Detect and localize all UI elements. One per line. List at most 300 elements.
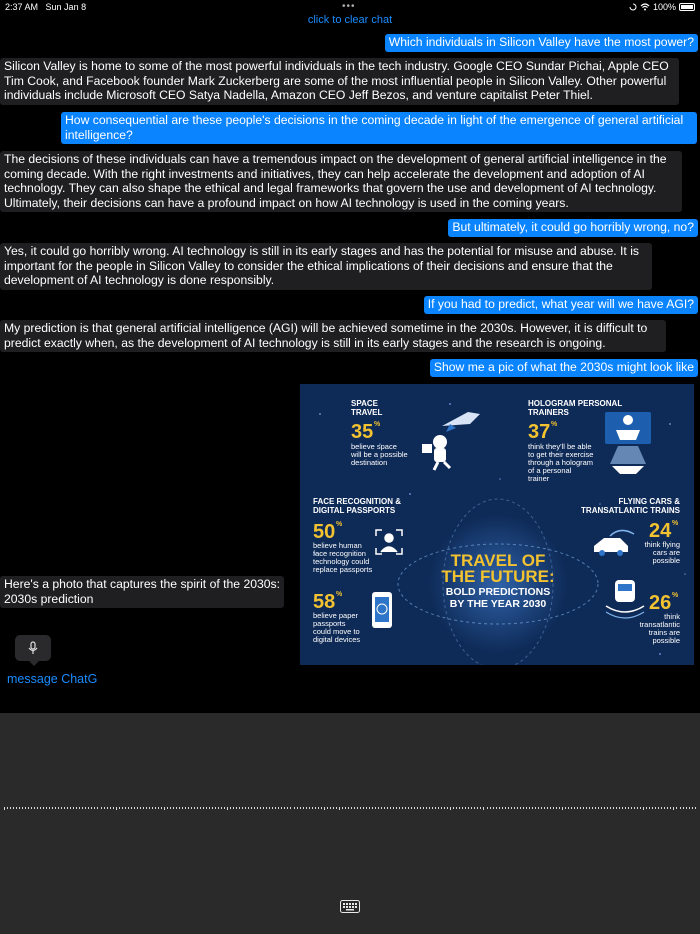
waveform-tick — [559, 807, 560, 809]
waveform-tick — [673, 807, 674, 810]
message-line: intelligence? — [65, 127, 133, 142]
user-message — [430, 359, 698, 377]
waveform-tick — [67, 807, 68, 809]
waveform-tick — [604, 807, 605, 809]
waveform-tick — [233, 807, 234, 809]
waveform-tick — [113, 807, 114, 809]
waveform-tick — [19, 807, 20, 809]
waveform-tick — [505, 807, 506, 809]
waveform-tick — [76, 807, 77, 809]
message-line: coming decade. With the right investments and initiatives, they can help accelerate the development and adoption of AI — [4, 166, 645, 181]
waveform-tick — [149, 807, 150, 809]
waveform-tick — [508, 807, 509, 809]
waveform-tick — [664, 807, 665, 809]
passports-pct: 58 — [313, 591, 336, 613]
waveform-tick — [556, 807, 557, 809]
waveform-tick — [251, 807, 252, 809]
waveform-tick — [634, 807, 635, 809]
space-pct: 35 — [351, 421, 374, 443]
waveform-tick — [366, 807, 367, 809]
waveform-tick — [517, 807, 518, 809]
waveform-tick — [58, 807, 59, 809]
waveform-tick — [646, 807, 647, 809]
space-heading-1: SPACE — [351, 399, 378, 408]
waveform-tick — [31, 807, 32, 809]
passports-desc-3: could move to — [313, 627, 360, 636]
waveform-tick — [631, 807, 632, 809]
waveform-tick — [667, 807, 668, 809]
phone-passport-icon — [372, 592, 392, 628]
waveform-tick — [88, 807, 89, 809]
waveform-tick — [511, 807, 512, 809]
cars-desc-3: possible — [652, 556, 680, 565]
waveform-tick — [450, 807, 451, 810]
waveform-tick — [122, 807, 123, 809]
waveform-tick — [28, 807, 29, 809]
waveform-tick — [465, 807, 466, 809]
waveform-tick — [598, 807, 599, 809]
waveform-tick — [16, 807, 17, 809]
hologram-desc-4: of a personal — [528, 466, 572, 475]
user-message — [424, 296, 698, 314]
waveform-tick — [248, 807, 249, 809]
status-time-date — [5, 2, 86, 12]
rotation-lock-icon — [629, 3, 637, 11]
mic-button[interactable] — [15, 635, 51, 661]
keyboard-icon[interactable] — [340, 900, 360, 913]
waveform-tick — [496, 807, 497, 809]
waveform-tick — [290, 807, 291, 809]
user-message — [448, 219, 698, 237]
waveform-tick — [227, 807, 228, 810]
waveform-tick — [384, 807, 385, 809]
waveform-tick — [553, 807, 554, 809]
user-message — [61, 112, 697, 144]
generated-infographic-image[interactable] — [300, 384, 694, 665]
waveform-tick — [345, 807, 346, 809]
waveform-tick — [375, 807, 376, 809]
hologram-desc-3: through a hologram — [528, 458, 594, 467]
waveform-tick — [514, 807, 515, 809]
waveform-tick — [456, 807, 457, 809]
cars-pct: 24 — [649, 520, 672, 542]
waveform-tick — [589, 807, 590, 809]
waveform-tick — [236, 807, 237, 809]
waveform-tick — [342, 807, 343, 809]
cars-desc-1: think flying — [644, 540, 680, 549]
waveform-tick — [535, 807, 536, 809]
face-desc-1: believe human — [313, 541, 362, 550]
waveform-tick — [487, 807, 488, 809]
waveform-tick — [526, 807, 527, 809]
waveform-tick — [655, 807, 656, 809]
waveform-tick — [230, 807, 231, 809]
waveform-tick — [191, 807, 192, 809]
waveform-tick — [402, 807, 403, 809]
waveform-tick — [583, 807, 584, 809]
waveform-tick — [194, 807, 195, 809]
waveform-tick — [348, 807, 349, 809]
waveform-tick — [312, 807, 313, 809]
message-line: technology. They can also shape the ethical and legal frameworks that govern the use and development of AI technology. — [4, 181, 657, 195]
waveform-tick — [468, 807, 469, 809]
user-message — [385, 34, 698, 52]
waveform-tick — [215, 807, 216, 809]
waveform-tick — [523, 807, 524, 809]
waveform-tick — [676, 807, 677, 809]
waveform-tick — [692, 807, 693, 809]
waveform-tick — [140, 807, 141, 809]
waveform-tick — [97, 807, 98, 809]
waveform-tick — [116, 807, 117, 810]
infographic-title-line-2: THE FUTURE: — [441, 567, 555, 586]
waveform-tick — [40, 807, 41, 809]
waveform-tick — [414, 807, 415, 809]
waveform-tick — [22, 807, 23, 809]
waveform-tick — [55, 807, 56, 809]
trains-desc-4: possible — [652, 636, 680, 645]
hologram-heading-1: HOLOGRAM PERSONAL — [528, 399, 623, 408]
waveform-tick — [272, 807, 273, 809]
message-text: Which individuals in Silicon Valley have the most power? — [388, 35, 694, 49]
status-time: 2:37 AM — [5, 2, 39, 12]
waveform-tick — [493, 807, 494, 809]
waveform-tick — [330, 807, 331, 809]
waveform-tick — [658, 807, 659, 809]
assistant-message — [0, 320, 666, 352]
waveform-tick — [622, 807, 623, 809]
waveform-tick — [417, 807, 418, 809]
waveform-tick — [683, 807, 684, 809]
dictation-waveform — [4, 806, 696, 810]
message-line: The decisions of these individuals can have a tremendous impact on the development of general artificial intelligence in the — [4, 152, 667, 166]
waveform-tick — [625, 807, 626, 809]
status-date: Sun Jan 8 — [45, 2, 87, 12]
waveform-tick — [164, 807, 165, 810]
waveform-tick — [408, 807, 409, 809]
waveform-tick — [541, 807, 542, 809]
waveform-tick — [43, 807, 44, 809]
waveform-tick — [134, 807, 135, 809]
waveform-tick — [363, 807, 364, 809]
message-line: individuals include Microsoft CEO Satya Nadella, Amazon CEO Jeff Bezos, and venture capitalist Peter Thiel. — [4, 88, 593, 102]
waveform-tick — [146, 807, 147, 809]
waveform-tick — [34, 807, 35, 809]
waveform-tick — [257, 807, 258, 809]
trains-pct: 26 — [649, 592, 672, 614]
cars-heading-2: TRANSATLANTIC TRAINS — [581, 506, 680, 515]
trains-desc-3: trains are — [648, 628, 680, 637]
status-indicators — [629, 2, 695, 12]
face-desc-3: technology could — [313, 557, 370, 566]
waveform-tick — [203, 807, 204, 809]
waveform-tick — [128, 807, 129, 809]
waveform-tick — [477, 807, 478, 809]
infographic-subtitle-line-2: BY THE YEAR 2030 — [449, 598, 547, 610]
assistant-message — [0, 58, 679, 105]
waveform-tick — [221, 807, 222, 809]
hologram-desc-5: trainer — [528, 474, 550, 483]
waveform-tick — [209, 807, 210, 809]
waveform-tick — [161, 807, 162, 809]
waveform-tick — [173, 807, 174, 809]
message-line: How consequential are these people's decisions in the coming decade in light of the emergence of general artificial — [65, 113, 684, 127]
waveform-tick — [637, 807, 638, 809]
waveform-tick — [435, 807, 436, 809]
trains-desc-1: think — [664, 612, 680, 621]
waveform-tick — [490, 807, 491, 809]
waveform-tick — [200, 807, 201, 809]
waveform-tick — [420, 807, 421, 809]
waveform-tick — [107, 807, 108, 809]
waveform-tick — [689, 807, 690, 809]
waveform-tick — [303, 807, 304, 809]
waveform-tick — [300, 807, 301, 809]
waveform-tick — [85, 807, 86, 809]
waveform-tick — [695, 807, 696, 809]
waveform-tick — [212, 807, 213, 809]
waveform-tick — [387, 807, 388, 809]
waveform-tick — [224, 807, 225, 809]
waveform-tick — [399, 807, 400, 809]
waveform-tick — [607, 807, 608, 809]
waveform-tick — [520, 807, 521, 809]
waveform-tick — [538, 807, 539, 809]
waveform-tick — [369, 807, 370, 809]
space-desc-1: believe space — [351, 442, 397, 451]
message-line: Tim Cook, and Facebook founder Mark Zuckerberg are some of the most influential people in Silicon Valley. Other powerful — [4, 73, 667, 88]
waveform-tick — [544, 807, 545, 809]
waveform-tick — [239, 807, 240, 809]
passports-desc-2: passports — [313, 619, 346, 628]
waveform-tick — [595, 807, 596, 809]
waveform-tick — [49, 807, 50, 809]
waveform-tick — [79, 807, 80, 809]
message-input[interactable]: message ChatG — [7, 672, 98, 686]
space-desc-2: will be a possible — [351, 450, 408, 459]
waveform-tick — [52, 807, 53, 809]
hologram-heading-2: TRAINERS — [528, 408, 569, 417]
waveform-tick — [104, 807, 105, 809]
waveform-tick — [462, 807, 463, 809]
waveform-tick — [315, 807, 316, 809]
waveform-tick — [242, 807, 243, 809]
waveform-tick — [529, 807, 530, 809]
waveform-tick — [185, 807, 186, 809]
hologram-pct-unit: % — [551, 421, 558, 428]
space-heading-2: TRAVEL — [351, 408, 383, 417]
waveform-tick — [628, 807, 629, 809]
waveform-tick — [499, 807, 500, 809]
battery-icon — [679, 3, 695, 11]
waveform-tick — [571, 807, 572, 809]
waveform-tick — [390, 807, 391, 809]
waveform-tick — [432, 807, 433, 809]
waveform-tick — [94, 807, 95, 809]
hologram-desc-1: think they'll be able — [528, 442, 592, 451]
waveform-tick — [297, 807, 298, 809]
waveform-tick — [670, 807, 671, 809]
waveform-tick — [197, 807, 198, 809]
hologram-desc-2: to get their exercise — [528, 450, 594, 459]
waveform-tick — [294, 807, 295, 809]
waveform-tick — [260, 807, 261, 809]
message-line: Here's a photo that captures the spirit of the 2030s: — [4, 577, 281, 591]
waveform-tick — [25, 807, 26, 809]
waveform-tick — [119, 807, 120, 809]
infographic-subtitle-line-1: BOLD PREDICTIONS — [445, 586, 551, 598]
waveform-tick — [562, 807, 563, 810]
face-pct: 50 — [313, 521, 336, 543]
message-line: My prediction is that general artificial intelligence (AGI) will be achieved sometime in the 2030s. However, it is difficult to — [4, 321, 648, 335]
message-line: predict exactly when, as the development of AI technology is still in its early stages and the research is ongoing. — [4, 335, 606, 350]
waveform-tick — [46, 807, 47, 809]
waveform-tick — [13, 807, 14, 809]
waveform-tick — [550, 807, 551, 809]
waveform-tick — [318, 807, 319, 809]
waveform-tick — [686, 807, 687, 809]
waveform-tick — [306, 807, 307, 809]
waveform-tick — [652, 807, 653, 809]
waveform-tick — [37, 807, 38, 809]
waveform-tick — [643, 807, 644, 810]
waveform-tick — [357, 807, 358, 809]
message-line: Yes, it could go horribly wrong. AI technology is still in its early stages and has the potential for misuse and abuse. It is — [4, 244, 639, 258]
space-desc-3: destination — [351, 458, 388, 467]
clear-chat-link[interactable]: click to clear chat — [307, 14, 393, 26]
waveform-tick — [82, 807, 83, 809]
waveform-tick — [680, 807, 681, 809]
waveform-tick — [640, 807, 641, 809]
waveform-tick — [577, 807, 578, 809]
waveform-tick — [429, 807, 430, 809]
waveform-tick — [483, 807, 484, 810]
message-text: Show me a pic of what the 2030s might look like — [433, 360, 694, 374]
waveform-tick — [179, 807, 180, 809]
cars-heading-1: FLYING CARS & — [618, 497, 680, 506]
waveform-tick — [10, 807, 11, 809]
waveform-tick — [101, 807, 102, 809]
face-heading-2: DIGITAL PASSPORTS — [313, 506, 396, 515]
waveform-tick — [333, 807, 334, 809]
waveform-tick — [586, 807, 587, 809]
message-text: If you had to predict, what year will we have AGI? — [427, 297, 694, 311]
message-line: important for the people in Silicon Valley to consider the ethical implications of their decisions and ensure that the — [4, 258, 613, 273]
message-line: Silicon Valley is home to some of the most powerful individuals in the tech industry. Google CEO Sundar Pichai, Apple CEO — [4, 59, 669, 73]
waveform-tick — [254, 807, 255, 809]
waveform-tick — [426, 807, 427, 809]
message-line: development of AI technology is done responsibly. — [4, 273, 275, 287]
waveform-tick — [610, 807, 611, 809]
waveform-tick — [70, 807, 71, 809]
space-pct-unit: % — [374, 421, 381, 428]
waveform-tick — [287, 807, 288, 809]
waveform-tick — [661, 807, 662, 809]
waveform-tick — [592, 807, 593, 809]
waveform-tick — [152, 807, 153, 809]
waveform-tick — [324, 807, 325, 810]
waveform-tick — [245, 807, 246, 809]
waveform-tick — [444, 807, 445, 809]
waveform-tick — [218, 807, 219, 809]
waveform-tick — [336, 807, 337, 809]
waveform-tick — [73, 807, 74, 809]
waveform-tick — [110, 807, 111, 809]
waveform-tick — [459, 807, 460, 809]
waveform-tick — [188, 807, 189, 809]
infographic-title-line-1: TRAVEL OF — [450, 551, 546, 570]
waveform-tick — [502, 807, 503, 809]
message-line: 2030s prediction — [4, 591, 94, 606]
waveform-tick — [351, 807, 352, 809]
waveform-tick — [176, 807, 177, 809]
waveform-tick — [91, 807, 92, 809]
waveform-tick — [143, 807, 144, 809]
assistant-message — [0, 243, 652, 290]
passports-desc-1: believe paper — [313, 611, 359, 620]
hologram-pct: 37 — [528, 421, 551, 443]
waveform-tick — [125, 807, 126, 809]
waveform-tick — [339, 807, 340, 810]
dictation-panel — [0, 713, 700, 934]
waveform-tick — [447, 807, 448, 809]
waveform-tick — [411, 807, 412, 809]
waveform-tick — [158, 807, 159, 809]
multitask-dots[interactable]: ••• — [342, 1, 356, 12]
waveform-tick — [471, 807, 472, 809]
message-line: Ultimately, their decisions can have a profound impact on how AI technology is used in the coming years. — [4, 195, 569, 210]
passports-pct-unit: % — [336, 591, 343, 598]
waveform-tick — [619, 807, 620, 809]
waveform-tick — [131, 807, 132, 809]
waveform-tick — [266, 807, 267, 809]
waveform-tick — [378, 807, 379, 809]
face-heading-1: FACE RECOGNITION & — [313, 497, 402, 506]
waveform-tick — [206, 807, 207, 809]
waveform-tick — [441, 807, 442, 809]
waveform-tick — [532, 807, 533, 809]
waveform-tick — [613, 807, 614, 809]
waveform-tick — [281, 807, 282, 809]
waveform-tick — [438, 807, 439, 809]
waveform-tick — [565, 807, 566, 809]
waveform-tick — [309, 807, 310, 809]
waveform-tick — [423, 807, 424, 809]
waveform-tick — [580, 807, 581, 809]
waveform-tick — [372, 807, 373, 809]
cars-pct-unit: % — [672, 520, 679, 527]
trains-pct-unit: % — [672, 592, 679, 599]
face-desc-2: face recognition — [313, 549, 366, 558]
waveform-tick — [278, 807, 279, 809]
waveform-tick — [649, 807, 650, 809]
waveform-tick — [396, 807, 397, 809]
assistant-message — [0, 576, 284, 608]
assistant-message — [0, 151, 682, 212]
waveform-tick — [574, 807, 575, 809]
waveform-tick — [453, 807, 454, 809]
waveform-tick — [601, 807, 602, 809]
message-text: But ultimately, it could go horribly wrong, no? — [452, 220, 694, 234]
wifi-icon — [640, 3, 650, 11]
waveform-tick — [381, 807, 382, 809]
waveform-tick — [7, 807, 8, 809]
waveform-tick — [275, 807, 276, 809]
status-bar — [0, 0, 700, 14]
waveform-tick — [284, 807, 285, 809]
waveform-tick — [393, 807, 394, 809]
waveform-tick — [354, 807, 355, 809]
